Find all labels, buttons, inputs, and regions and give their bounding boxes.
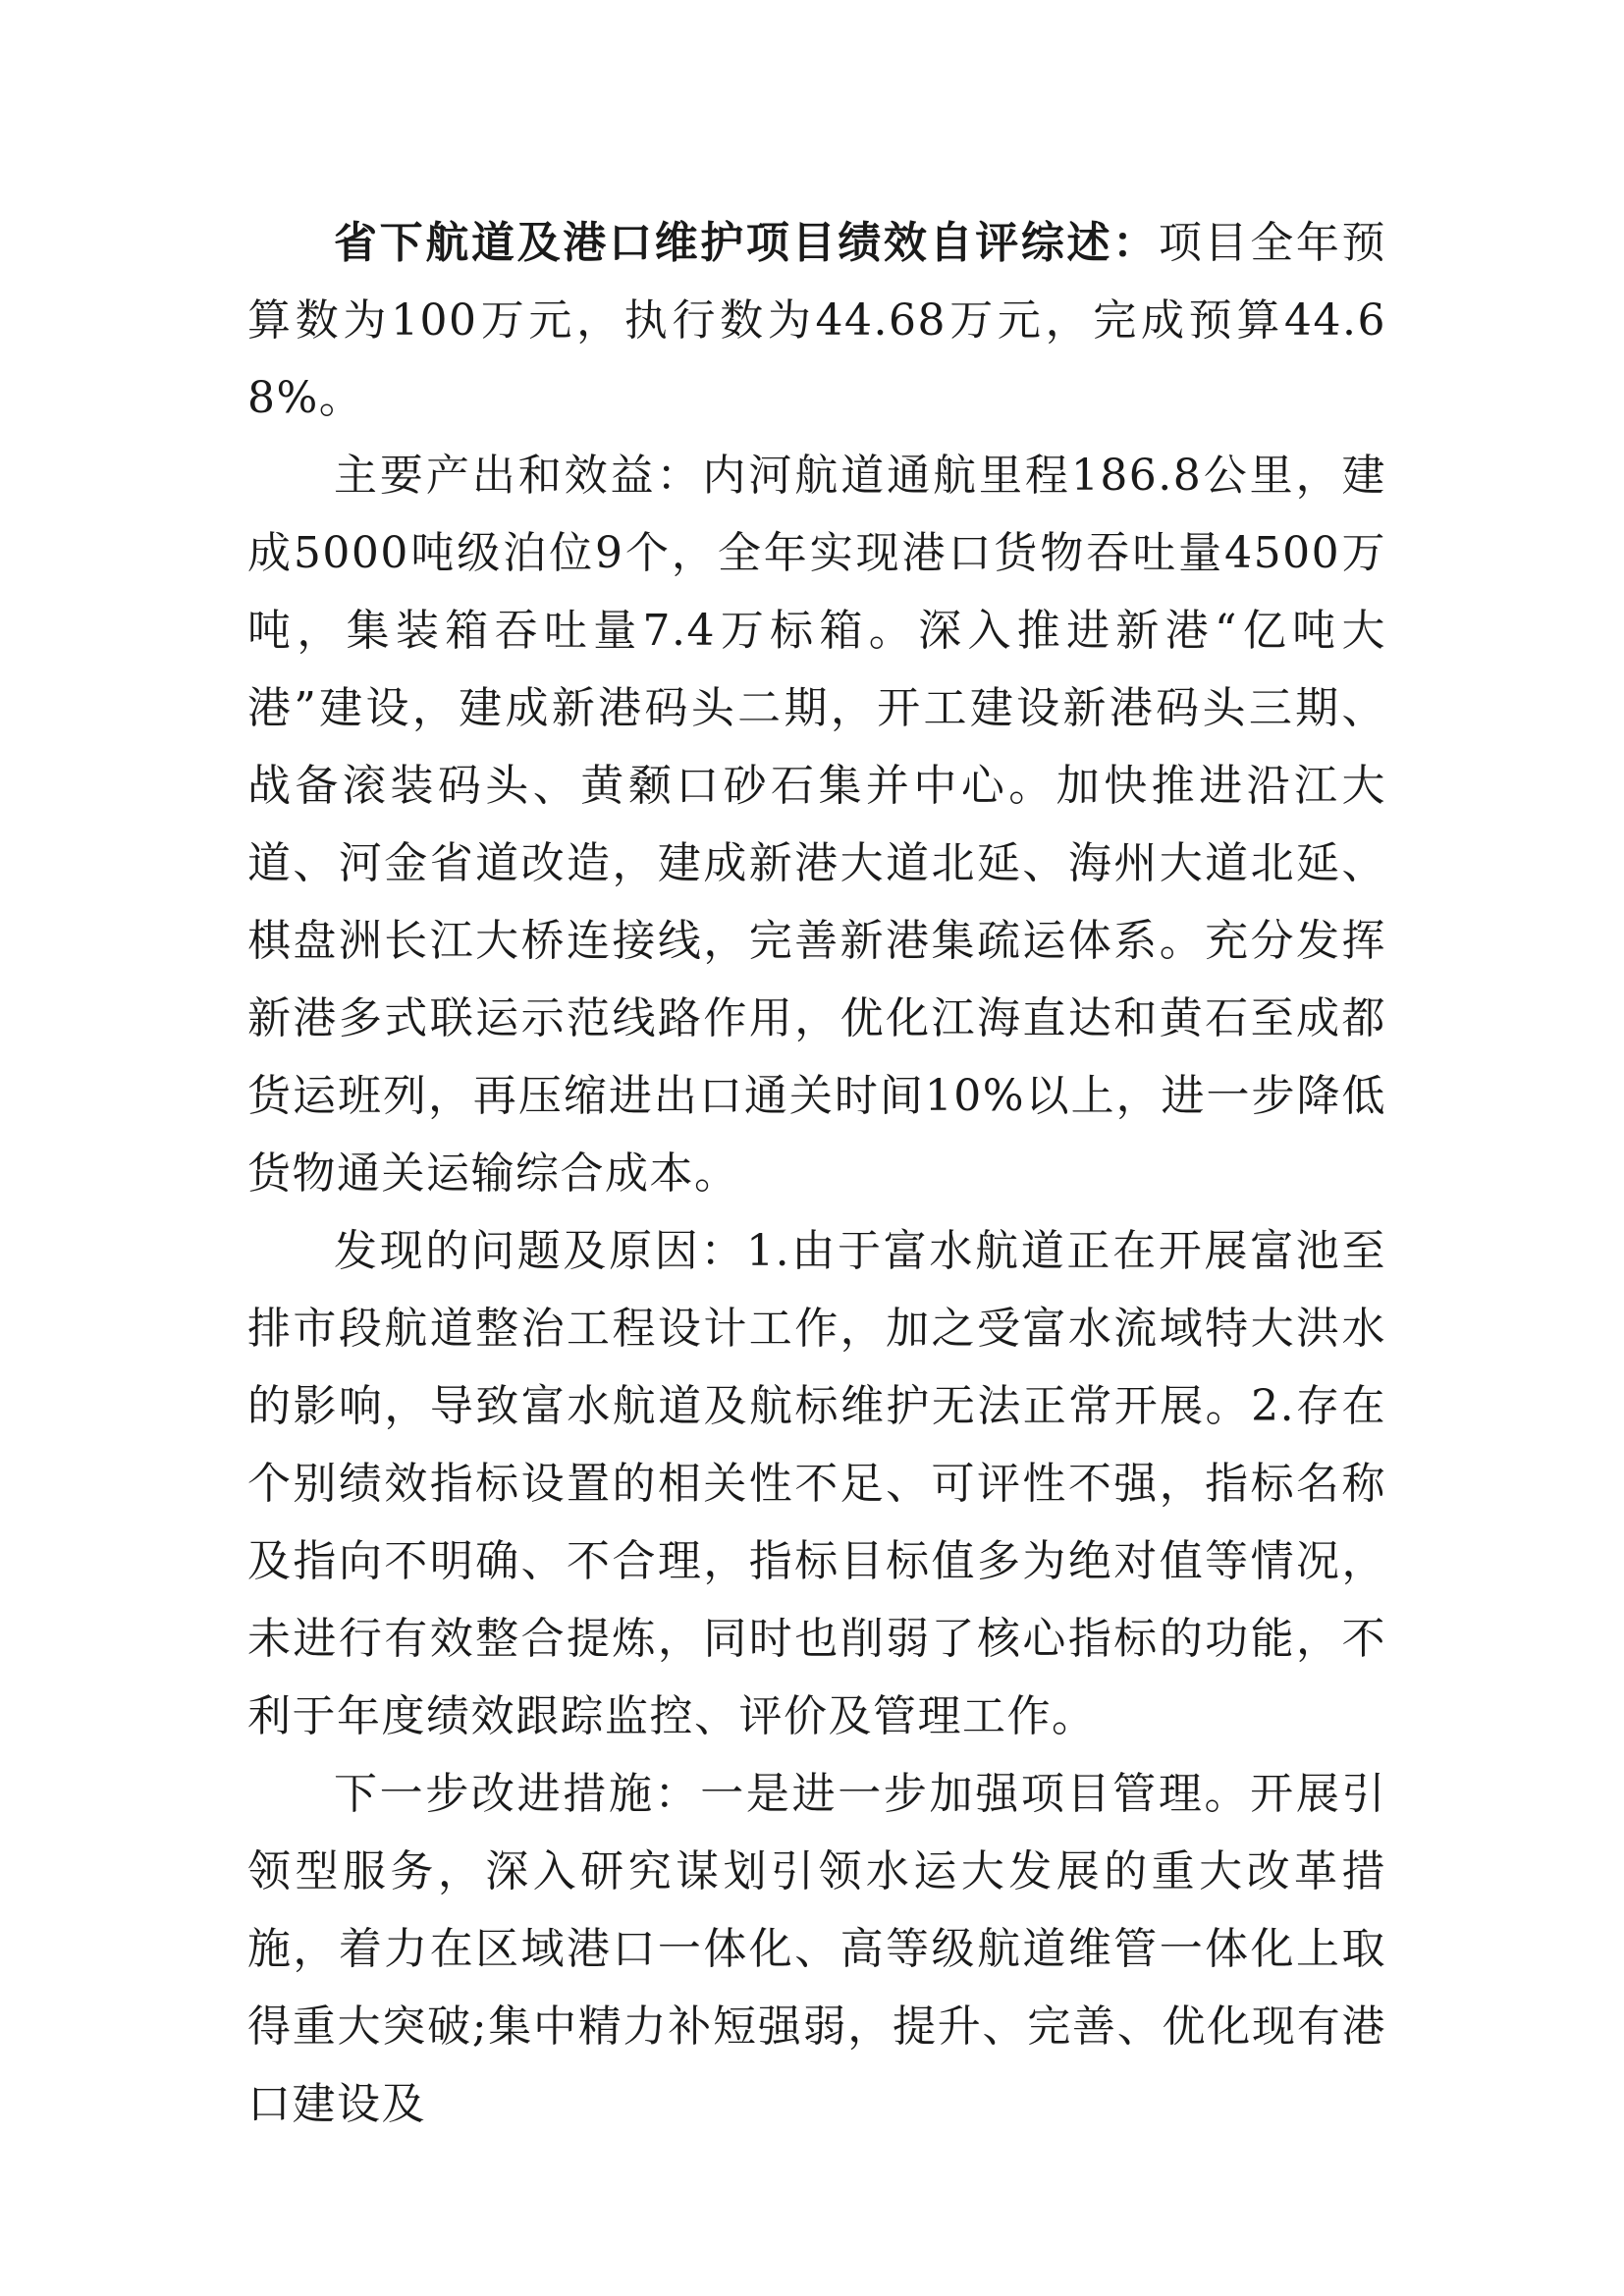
summary-separator: ： [1112,218,1159,268]
document-body [247,204,1386,2143]
summary-text: 项目全年预算数为100万元，执行数为44.68万元，完成预算44.68%。 [247,218,1387,423]
problems-paragraph: 发现的问题及原因：1.由于富水航道正在开展富池至排市段航道整治工程设计工作，加之受富水流域特大洪水的影响，导致富水航道及航标维护无法正常开展。2.存在个别绩效指标设置的相关性不足、可评性不强，指标名称及指向不明确、不合理，指标目标值多为绝对值等情况，未进行有效整合提炼，同时也削弱了核心指标的功能，不利于年度绩效跟踪监控、评价及管理工作。 [247,1226,1386,1741]
summary-heading: 省下航道及港口维护项目绩效自评综述 [334,218,1113,268]
outputs-paragraph: 主要产出和效益：内河航道通航里程186.8公里，建成5000吨级泊位9个，全年实现港口货物吞吐量4500万吨，集装箱吞吐量7.4万标箱。深入推进新港“亿吨大港”建设，建成新港码头二期，开工建设新港码头三期、战备滚装码头、黄颡口砂石集并中心。加快推进沿江大道、河金省道改造，建成新港大道北延、海州大道北延、棋盘洲长江大桥连接线，完善新港集疏运体系。充分发挥新港多式联运示范线路作用，优化江海直达和黄石至成都货运班列，再压缩进出口通关时间10%以上，进一步降低货物通关运输综合成本。 [247,451,1386,1199]
summary-paragraph [247,204,1386,437]
next-steps-paragraph: 下一步改进措施：一是进一步加强项目管理。开展引领型服务，深入研究谋划引领水运大发展的重大改革措施，着力在区域港口一体化、高等级航道维管一体化上取得重大突破;集中精力补短强弱，提升、完善、优化现有港口建设及 [247,1769,1386,2129]
